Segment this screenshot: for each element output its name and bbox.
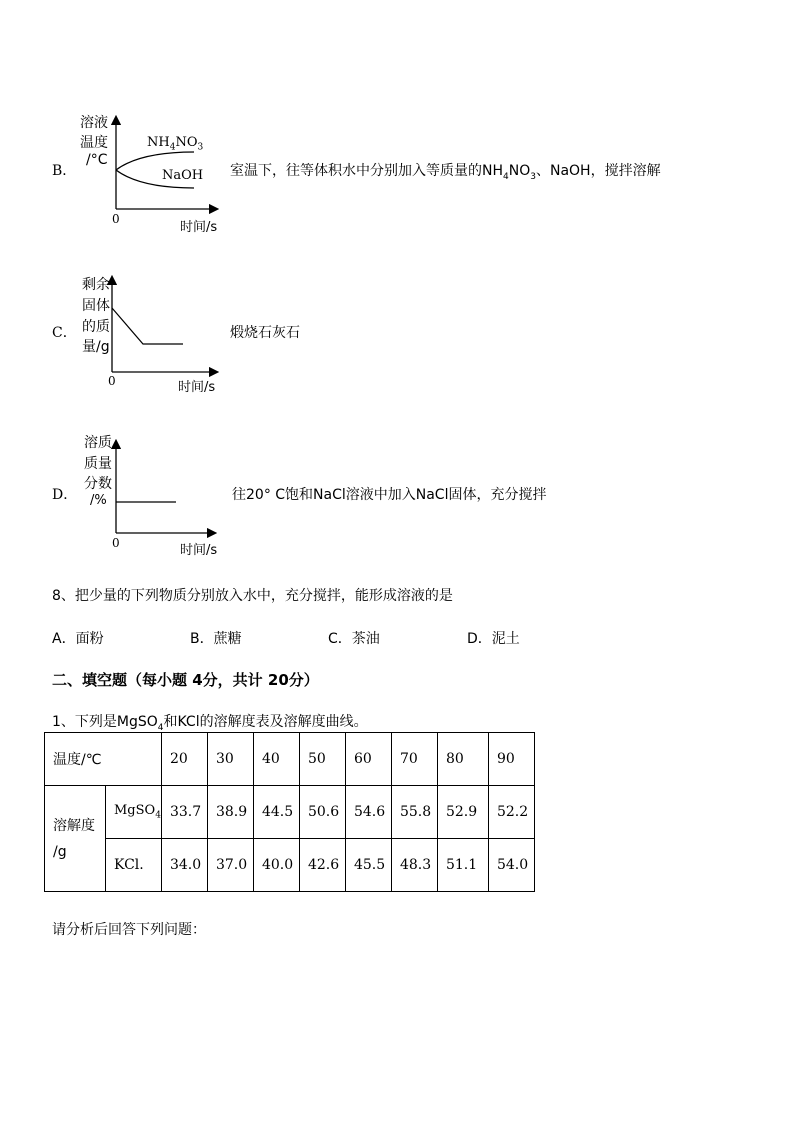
option-d-ylabel-3: 分数 [84, 476, 112, 492]
option-c-ylabel-4: 量/g [82, 339, 110, 355]
option-b-curve-up-label: $NH_4NO_3$ [147, 135, 204, 153]
section-heading: 二、填空题（每小题 4分，共计 20分） [52, 671, 319, 689]
kcl-cell: 48.3 [391, 839, 437, 892]
mgso4-cell: 44.5 [253, 786, 299, 839]
mgso4-cell: 52.2 [488, 786, 534, 839]
temp-header: 温度/℃ [45, 733, 162, 786]
option-b-origin: 0 [112, 212, 120, 226]
mgso4-cell: 55.8 [391, 786, 437, 839]
mgso4-cell: 33.7 [161, 786, 207, 839]
option-c-ylabel-1: 剩余 [82, 277, 110, 293]
table-row-mgso4 [45, 786, 535, 839]
temp-cell: 70 [391, 733, 437, 786]
option-b-ylabel-1: 溶液 [80, 115, 108, 131]
option-d-graph [0, 0, 794, 560]
q8-option-a: A．面粉 [52, 631, 104, 647]
mgso4-cell: 50.6 [299, 786, 345, 839]
q8-option-d: D．泥土 [467, 631, 520, 647]
option-c-origin: 0 [108, 374, 116, 388]
kcl-cell: 40.0 [253, 839, 299, 892]
kcl-cell: 54.0 [488, 839, 534, 892]
q8-option-c: C．茶油 [328, 631, 380, 647]
q1-followup: 请分析后回答下列问题： [52, 922, 206, 938]
temp-cell: 20 [161, 733, 207, 786]
temp-cell: 60 [345, 733, 391, 786]
option-c-ylabel-2: 固体 [82, 298, 110, 314]
kcl-cell: 42.6 [299, 839, 345, 892]
kcl-cell: 51.1 [437, 839, 488, 892]
temp-cell: 40 [253, 733, 299, 786]
option-b-ylabel-2: 温度 [80, 135, 108, 151]
temp-cell: 80 [437, 733, 488, 786]
option-d-xlabel: 时间/s [180, 543, 218, 558]
option-c-letter: C． [52, 325, 77, 341]
option-d-ylabel-2: 质量 [84, 456, 112, 472]
temp-cell: 30 [207, 733, 253, 786]
temp-cell: 90 [488, 733, 534, 786]
table-row-kcl [45, 839, 535, 892]
option-b-ylabel-3: /°C [86, 152, 108, 168]
q8-option-b: B．蔗糖 [190, 631, 242, 647]
kcl-cell: 37.0 [207, 839, 253, 892]
mgso4-label: MgSO$_4$ [106, 786, 162, 839]
option-b-curve-down-label: NaOH [162, 168, 204, 183]
option-c-xlabel: 时间/s [178, 380, 216, 395]
option-b-letter: B． [52, 163, 77, 179]
table-row-temperature [45, 733, 535, 786]
mgso4-cell: 54.6 [345, 786, 391, 839]
q8-stem: 8、把少量的下列物质分别放入水中，充分搅拌，能形成溶液的是 [52, 588, 453, 604]
option-c-desc: 煅烧石灰石 [230, 325, 300, 341]
option-d-letter: D． [52, 487, 78, 503]
option-d-desc: 往20° C饱和NaCl溶液中加入NaCl固体，充分搅拌 [232, 487, 547, 503]
option-d-ylabel-1: 溶质 [84, 435, 112, 451]
option-d-ylabel-4: /% [90, 493, 107, 508]
option-b-desc: 室温下，往等体积水中分别加入等质量的$NH_4NO_3$、NaOH，搅拌溶解 [230, 163, 661, 182]
mgso4-cell: 52.9 [437, 786, 488, 839]
solubility-table [44, 732, 535, 892]
option-b-xlabel: 时间/s [180, 220, 218, 235]
kcl-cell: 34.0 [161, 839, 207, 892]
mgso4-cell: 38.9 [207, 786, 253, 839]
temp-cell: 50 [299, 733, 345, 786]
kcl-label: KCl. [106, 839, 162, 892]
option-c-ylabel-3: 的质 [82, 319, 110, 335]
solubility-group-label: 溶解度 /g [45, 786, 106, 892]
kcl-cell: 45.5 [345, 839, 391, 892]
q1-stem: 1、下列是MgSO$_4$和KCl的溶解度表及溶解度曲线。 [52, 714, 368, 733]
option-d-origin: 0 [112, 536, 120, 550]
